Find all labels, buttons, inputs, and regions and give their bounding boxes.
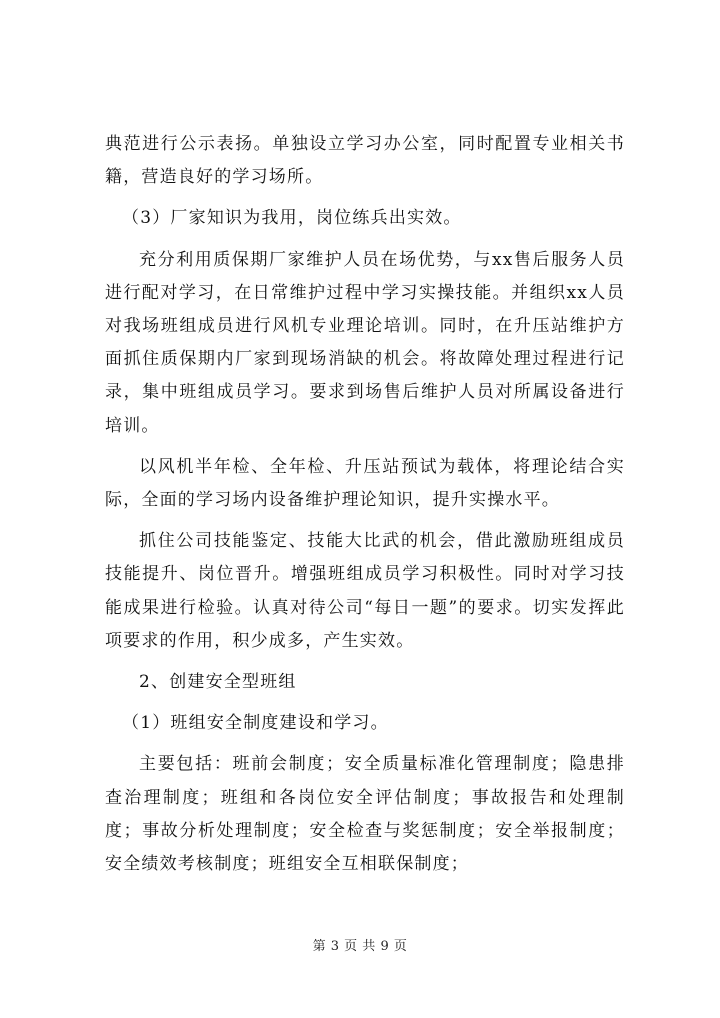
subheading-vendor-knowledge: （3）厂家知识为我用，岗位练兵出实效。 — [122, 208, 462, 229]
paragraph-skill-appraisal: 抓住公司技能鉴定、技能大比武的机会，借此激励班组成员技能提升、岗位晋升。增强班组成员学习积极性。同时对学习技能成果进行检验。认真对待公司“每日一题”的要求。切实发挥此项要求的作用，积少成多，产生实效。 — [105, 531, 625, 651]
paragraph-safety-rules: 主要包括：班前会制度；安全质量标准化管理制度；隐患排查治理制度；班组和各岗位安全评估制度；事故报告和处理制度；事故分析处理制度；安全检查与奖惩制度；安全举报制度；安全绩效考核制度；班组安全互相联保制度； — [105, 754, 625, 875]
paragraph-vendor-training: 充分利用质保期厂家维护人员在场优势，与xx售后服务人员进行配对学习，在日常维护过程中学习实操技能。并组织xx人员对我场班组成员进行风机专业理论培训。同时，在升压站维护方面抓住质保期内厂家到现场消缺的机会。将故障处理过程进行记录，集中班组成员学习。要求到场售后维护人员对所属设备进行培训。 — [105, 249, 625, 436]
paragraph-continuation: 典范进行公示表扬。单独设立学习办公室，同时配置专业相关书籍，营造良好的学习场所。 — [105, 134, 625, 188]
subheading-safety-system: （1）班组安全制度建设和学习。 — [122, 713, 389, 734]
section-heading-safety-team: 2、创建安全型班组 — [139, 672, 297, 693]
document-body — [105, 128, 625, 881]
page-number-footer: 第 3 页 共 9 页 — [312, 939, 408, 954]
paragraph-inspection-learning: 以风机半年检、全年检、升压站预试为载体，将理论结合实际，全面的学习场内设备维护理论知识，提升实操水平。 — [105, 456, 625, 511]
